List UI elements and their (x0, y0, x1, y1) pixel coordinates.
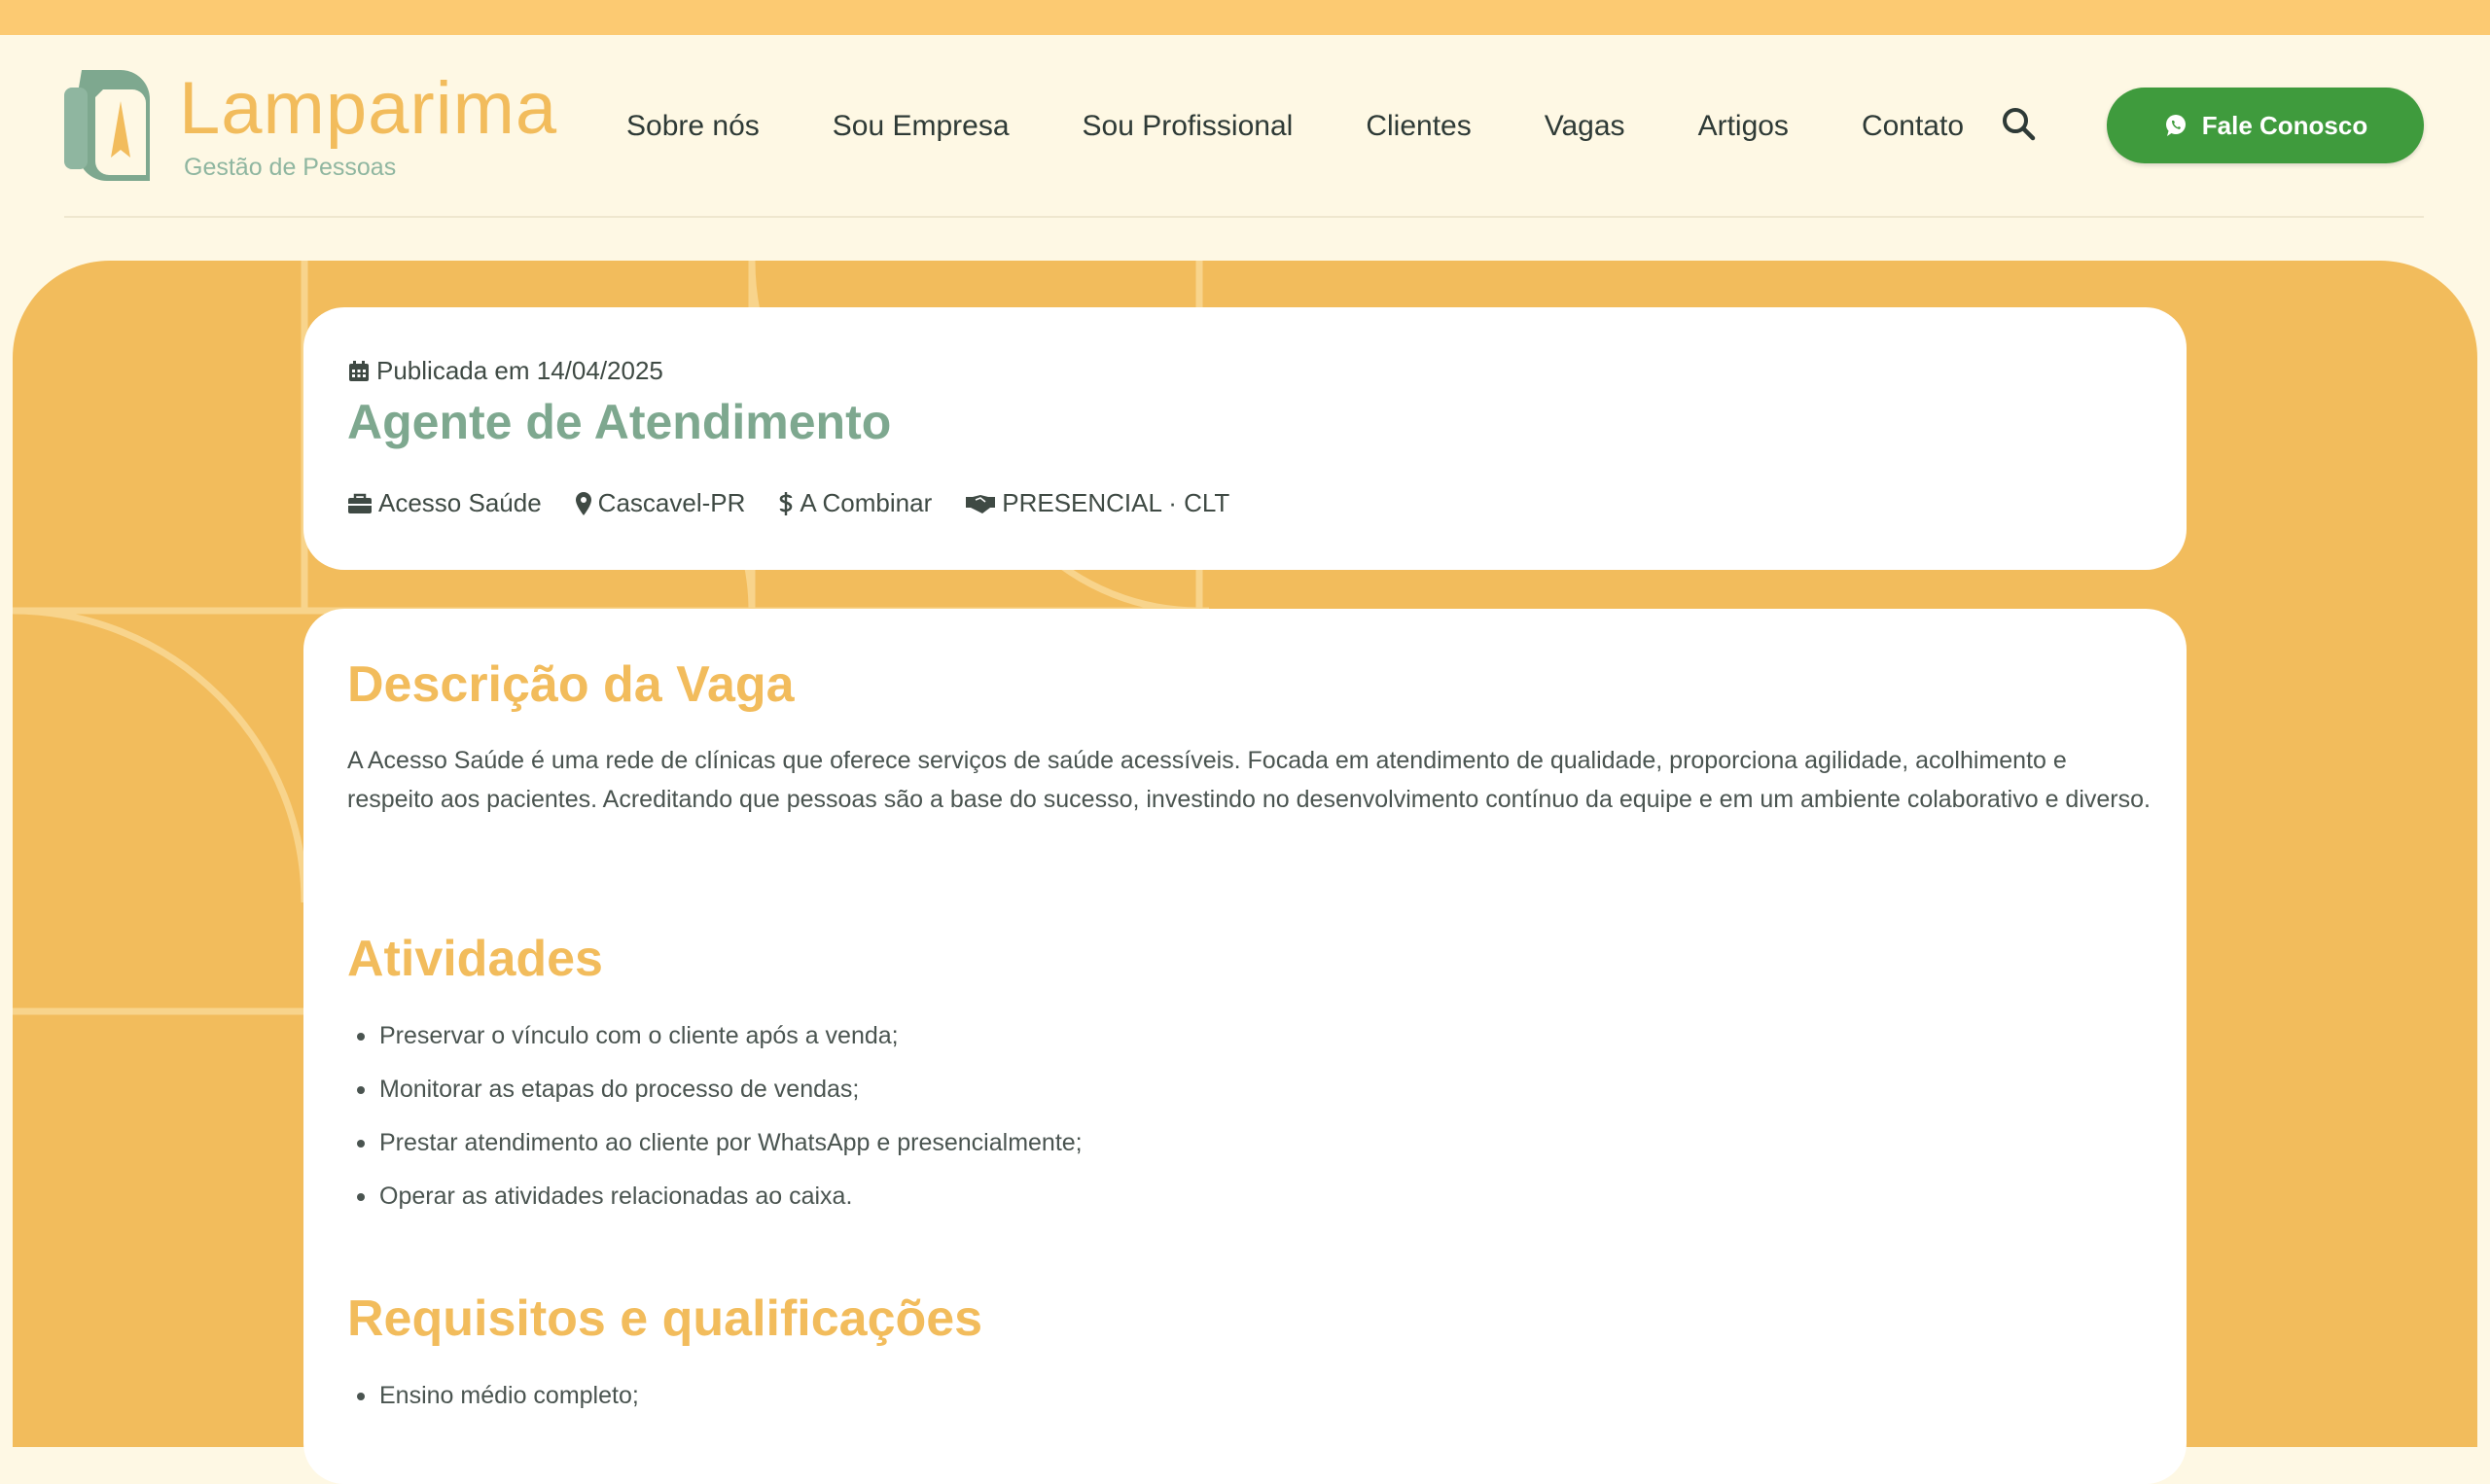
map-pin-icon (575, 491, 592, 516)
list-item (347, 1009, 1083, 1063)
logo[interactable] (64, 66, 558, 193)
job-details-card (303, 609, 2187, 1484)
activity-text: Monitorar as etapas do processo de vendas; (379, 1076, 860, 1103)
bullet (357, 1086, 365, 1094)
salary-meta (778, 488, 932, 518)
nav-item-sou-profissional[interactable]: Sou Profissional (1082, 110, 1294, 142)
bullet (357, 1193, 365, 1201)
list-item (347, 1369, 639, 1423)
brand-name: Lamparima (179, 67, 558, 150)
company-name: Acesso Saúde (378, 488, 542, 517)
briefcase-icon (347, 492, 373, 515)
nav-item-sobre-nos[interactable]: Sobre nós (626, 110, 760, 142)
nav-item-artigos[interactable]: Artigos (1697, 110, 1789, 142)
nav-item-clientes[interactable]: Clientes (1366, 110, 1472, 142)
list-item (347, 1170, 1083, 1223)
activity-text: Prestar atendimento ao cliente por WhatsApp e presencialmente; (379, 1129, 1083, 1156)
main-nav (626, 105, 1964, 148)
job-header-card (303, 307, 2187, 570)
nav-item-vagas[interactable]: Vagas (1544, 110, 1625, 142)
activities-heading: Atividades (347, 931, 603, 987)
job-title: Agente de Atendimento (347, 395, 892, 449)
handshake-icon (965, 493, 996, 514)
list-item (347, 1116, 1083, 1170)
top-accent-bar (0, 0, 2490, 35)
activity-text: Preservar o vínculo com o cliente após a venda; (379, 1022, 899, 1049)
activities-list (347, 1009, 1083, 1223)
published-date-text: Publicada em 14/04/2025 (376, 356, 663, 385)
requirement-text: Ensino médio completo; (379, 1382, 639, 1409)
lamp-logo-icon (64, 66, 158, 187)
calendar-icon (347, 360, 371, 383)
bullet (357, 1033, 365, 1041)
fale-conosco-label: Fale Conosco (2201, 110, 2368, 140)
nav-item-contato[interactable]: Contato (1861, 110, 1965, 142)
location-meta (575, 488, 746, 518)
nav-item-sou-empresa[interactable]: Sou Empresa (832, 110, 1010, 142)
job-description: A Acesso Saúde é uma rede de clínicas que oferece serviços de saúde acessíveis. Focada em atendimento de qualidade, proporciona agilidade, acolhimento e respeito aos pacientes. Acreditando que pessoas são a base do sucesso, investindo no desenvolvimento contínuo da equipe e em um ambiente colaborativo e diverso. (347, 747, 2151, 813)
description-heading: Descrição da Vaga (347, 656, 795, 713)
search-button[interactable] (1999, 104, 2038, 143)
company-meta (347, 488, 542, 518)
bullet (357, 1140, 365, 1148)
activity-text: Operar as atividades relacionadas ao caixa. (379, 1183, 853, 1210)
location-text: Cascavel-PR (597, 488, 746, 517)
whatsapp-icon (2163, 113, 2188, 138)
brand-tagline: Gestão de Pessoas (184, 154, 397, 181)
dollar-icon (778, 491, 794, 516)
fale-conosco-button[interactable] (2107, 88, 2424, 163)
published-date (347, 356, 663, 386)
search-icon (1999, 104, 2038, 143)
requirements-list (347, 1369, 639, 1423)
list-item (347, 1063, 1083, 1116)
header-divider (64, 216, 2424, 218)
site-header (0, 35, 2490, 216)
job-meta (347, 488, 1263, 518)
contract-meta (965, 488, 1229, 518)
requirements-heading: Requisitos e qualificações (347, 1290, 983, 1347)
contract-type: PRESENCIAL · CLT (1002, 488, 1230, 517)
salary-text: A Combinar (800, 488, 933, 517)
bullet (357, 1393, 365, 1400)
